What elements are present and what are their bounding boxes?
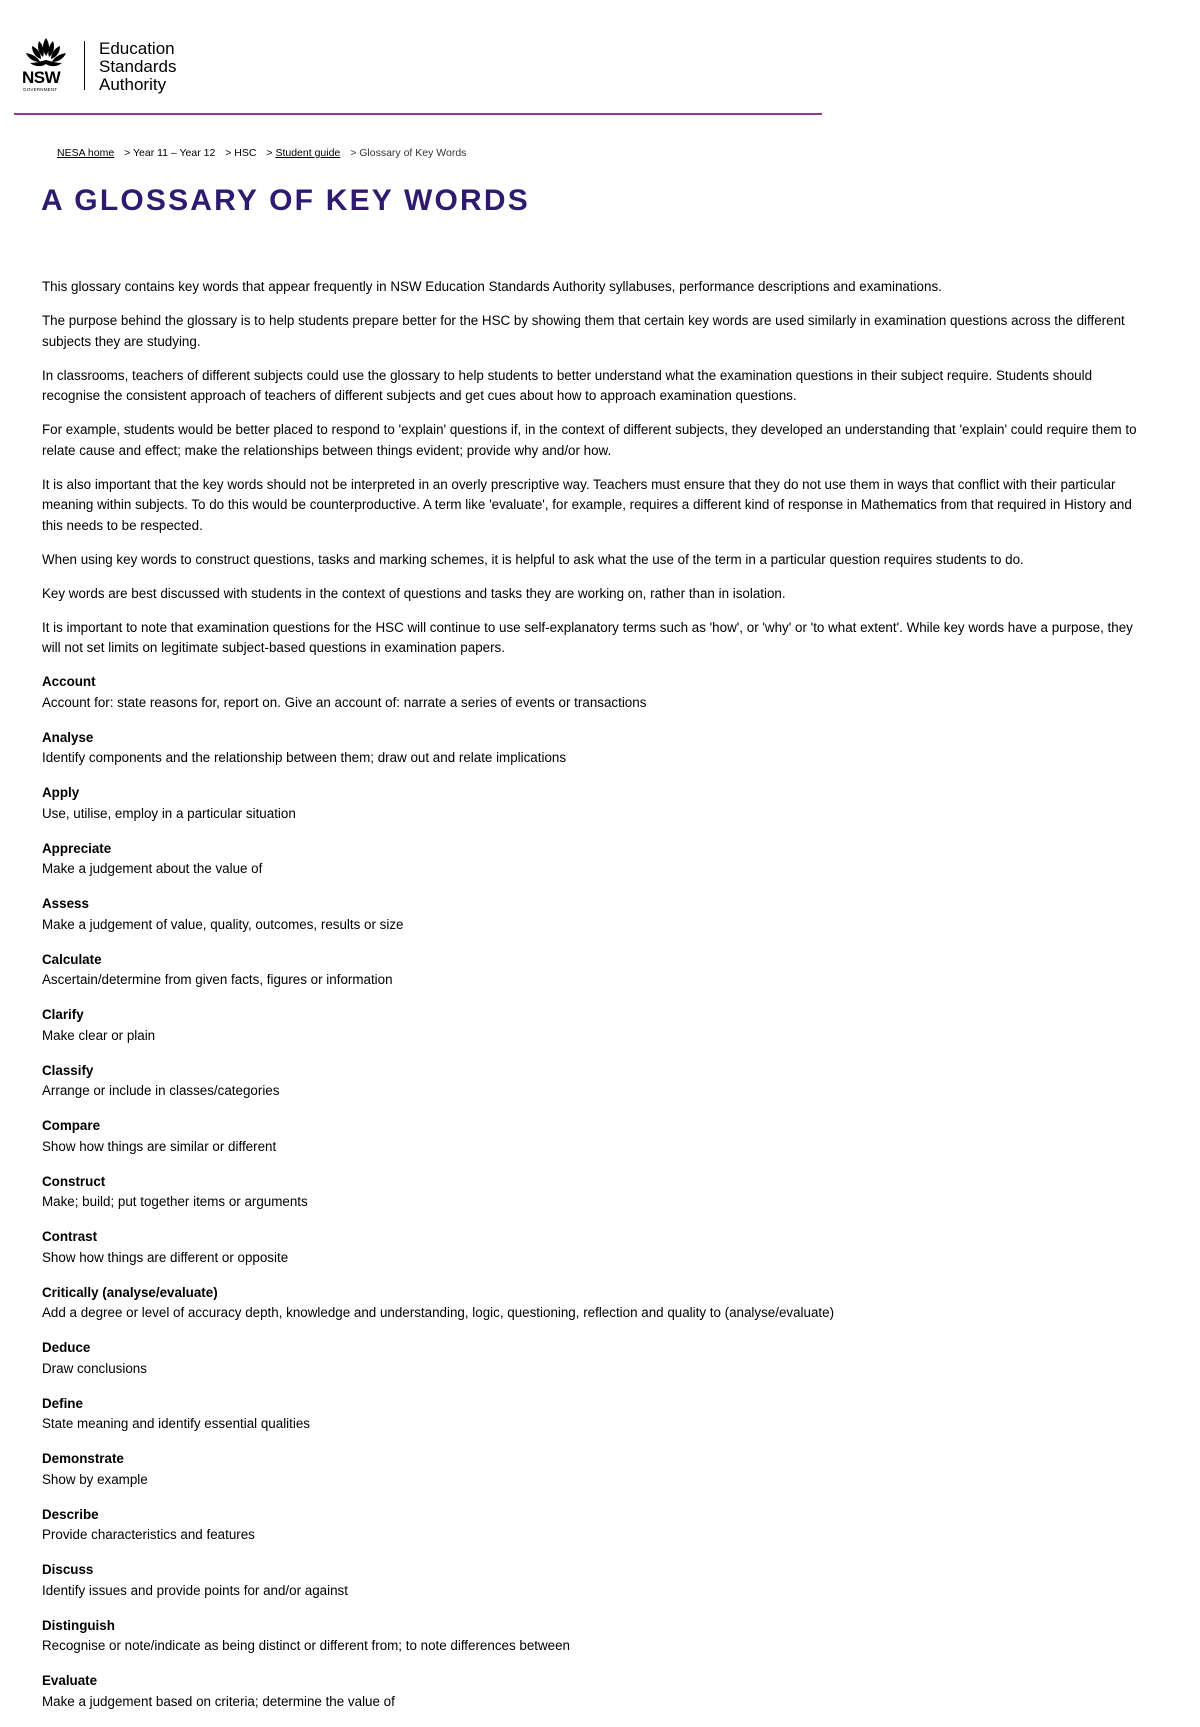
org-name-line: Education [99,39,175,58]
glossary-list [42,672,1152,1712]
glossary-term: Construct [42,1173,106,1189]
glossary-entry [42,1061,1152,1102]
glossary-term: Define [42,1395,83,1411]
breadcrumb-student-guide[interactable]: Student guide [275,147,341,159]
breadcrumb-item-years: > Year 11 – Year 12 [124,147,216,159]
intro-section [42,277,1152,659]
breadcrumb-separator: > [266,147,276,159]
glossary-term: Contrast [42,1229,98,1244]
glossary-definition: Account for: state reasons for, report on. Give an account of: narrate a series of events or transactions [42,694,647,710]
glossary-definition: Show how things are different or opposite [42,1249,289,1265]
intro-paragraph: For example, students would be better placed to respond to 'explain' questions if, in the context of different subjects, they developed an understanding that 'explain' could require them to relate cause and effect; make the relationships between things evident; provide why and/or how. [42,422,1137,458]
glossary-definition: Use, utilise, employ in a particular situation [42,805,296,821]
glossary-definition: Make a judgement of value, quality, outcomes, results or size [42,916,404,932]
glossary-entry [42,1172,1152,1213]
glossary-entry [42,1449,1152,1490]
header-divider [14,113,822,115]
org-name [99,40,177,94]
intro-paragraph: The purpose behind the glossary is to help students prepare better for the HSC by showing them that certain key words are used similarly in examination questions across the different subjects they are studying. [42,313,1125,349]
glossary-entry [42,1505,1152,1546]
glossary-definition: Make; build; put together items or arguments [42,1194,308,1209]
glossary-term: Clarify [42,1007,84,1022]
glossary-entry [42,1116,1152,1157]
glossary-entry [42,950,1152,991]
glossary-term: Appreciate [42,840,112,856]
glossary-definition: Show how things are similar or different [42,1138,277,1154]
glossary-entry [42,728,1152,769]
glossary-definition: Draw conclusions [42,1360,147,1376]
glossary-term: Deduce [42,1340,91,1355]
main-content [42,277,1152,1727]
glossary-entry [42,1616,1152,1657]
glossary-definition: State meaning and identify essential qualities [42,1416,310,1431]
glossary-entry [42,672,1152,713]
glossary-term: Calculate [42,951,102,967]
glossary-definition: Arrange or include in classes/categories [42,1083,280,1098]
glossary-term: Classify [42,1062,94,1078]
intro-paragraph: When using key words to construct questions, tasks and marking schemes, it is helpful to ask what the use of the term in a particular question requires students to do. [42,551,1024,567]
breadcrumb-nesa-home[interactable]: NESA home [57,147,115,159]
glossary-term: Evaluate [42,1673,98,1688]
glossary-definition: Identify components and the relationship between them; draw out and relate implications [42,750,567,765]
glossary-entry [42,1338,1152,1379]
glossary-definition: Recognise or note/indicate as being distinct or different from; to note differences between [42,1638,571,1653]
glossary-term: Critically (analyse/evaluate) [42,1284,218,1300]
org-name-line: Authority [99,75,167,94]
breadcrumb-item-hsc: > HSC [225,147,257,159]
glossary-term: Apply [42,785,80,800]
glossary-entry [42,1005,1152,1046]
intro-paragraph: It is important to note that examination questions for the HSC will continue to use self-explanatory terms such as 'how', or 'why' or 'to what extent'. While key words have a purpose, they will not set limits on legitimate subject-based questions in examination papers. [42,619,1133,655]
glossary-term: Analyse [42,729,94,745]
breadcrumb [57,146,466,160]
glossary-entry [42,1283,1152,1324]
government-wordmark: GOVERNMENT [23,87,58,92]
glossary-definition: Ascertain/determine from given facts, figures or information [42,972,393,987]
glossary-definition: Make a judgement about the value of [42,861,263,876]
intro-paragraph: In classrooms, teachers of different subjects could use the glossary to help students to better understand what the examination questions in their subject require. Students should recognise the consistent approach of teachers of different subjects and get cues about how to approach examination questions. [42,367,1093,403]
glossary-entry [42,839,1152,880]
site-header [0,0,1200,118]
glossary-term: Account [42,674,96,689]
logo-divider [84,41,85,90]
glossary-term: Demonstrate [42,1451,124,1466]
nesa-logo[interactable] [22,36,202,96]
page-title: A GLOSSARY OF KEY WORDS [41,184,530,217]
intro-paragraph: This glossary contains key words that appear frequently in NSW Education Standards Authority syllabuses, performance descriptions and examinations. [42,279,942,294]
glossary-definition: Provide characteristics and features [42,1527,255,1542]
glossary-definition: Add a degree or level of accuracy depth, knowledge and understanding, logic, questioning, reflection and quality to (analyse/evaluate) [42,1305,835,1320]
glossary-entry [42,1227,1152,1268]
glossary-entry [42,1394,1152,1435]
glossary-entry [42,894,1152,935]
glossary-entry [42,1560,1152,1601]
glossary-term: Assess [42,896,89,911]
glossary-entry [42,783,1152,824]
intro-paragraph: It is also important that the key words should not be interpreted in an overly prescriptive way. Teachers must ensure that they do not use them in ways that conflict with their particular meaning within subjects. To do this would be counterproductive. A term like 'evaluate', for example, requires a different kind of response in Mathematics from that required in History and this needs to be respected. [42,476,1132,533]
glossary-term: Compare [42,1118,101,1133]
nsw-wordmark: NSW [22,68,61,87]
intro-paragraph: Key words are best discussed with students in the context of questions and tasks they are working on, rather than in isolation. [42,585,786,601]
glossary-term: Distinguish [42,1617,115,1633]
glossary-definition: Identify issues and provide points for and/or against [42,1582,348,1598]
breadcrumb-current: > Glossary of Key Words [350,147,467,159]
glossary-entry [42,1671,1152,1712]
waratah-icon [22,36,70,72]
glossary-definition: Make clear or plain [42,1027,156,1043]
glossary-term: Describe [42,1506,99,1522]
glossary-definition: Make a judgement based on criteria; determine the value of [42,1693,395,1709]
glossary-definition: Show by example [42,1471,148,1487]
org-name-line: Standards [99,57,177,76]
glossary-term: Discuss [42,1562,94,1577]
